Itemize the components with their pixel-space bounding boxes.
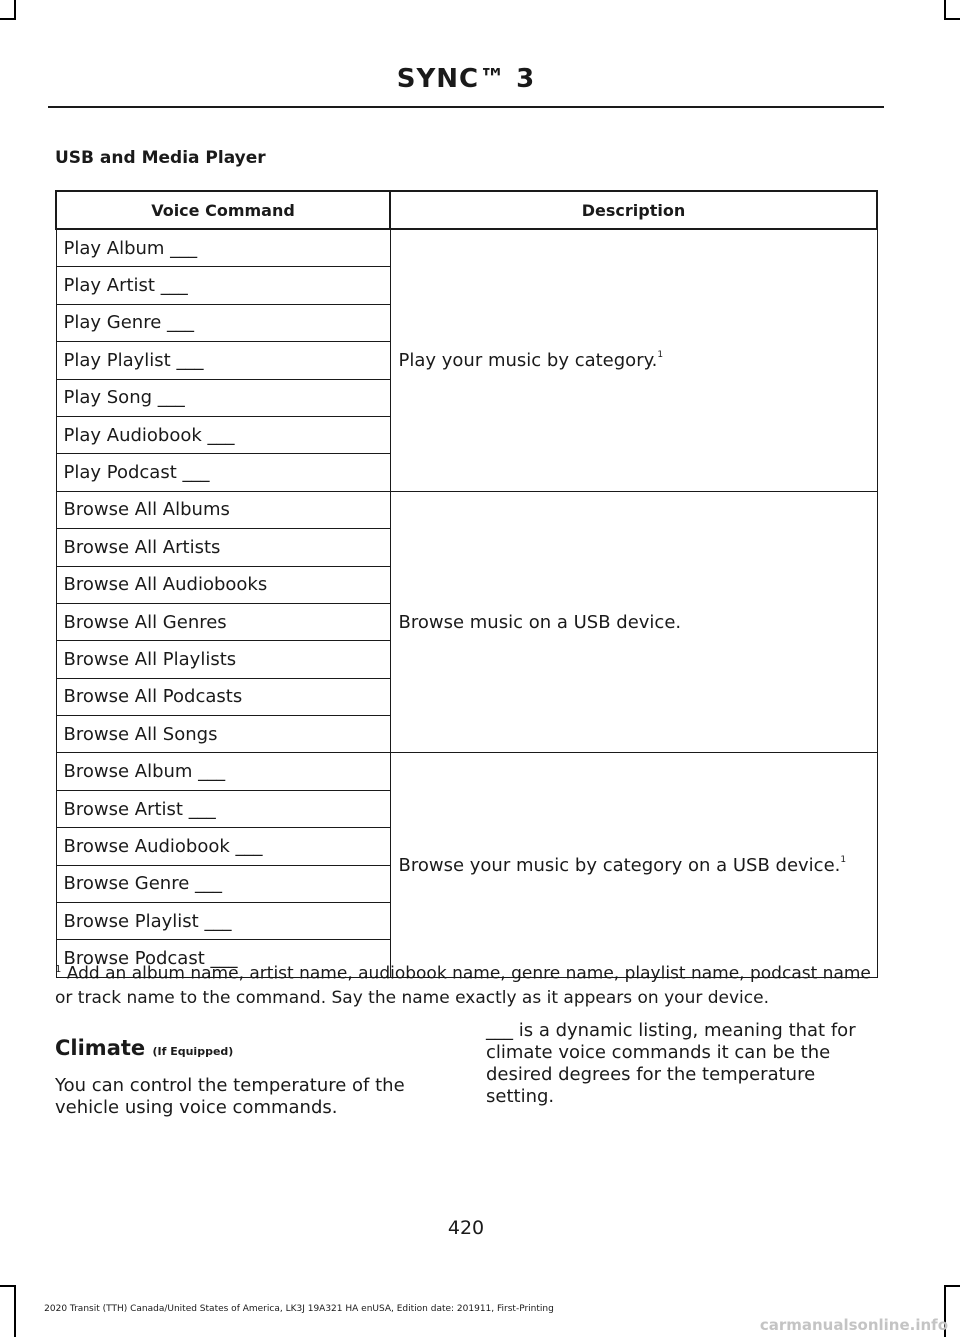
voice-command-cell: Play Podcast ___: [56, 454, 390, 491]
footnote-reference: 1: [840, 854, 847, 865]
page-title: SYNC™ 3: [396, 64, 536, 94]
voice-command-cell: Browse All Songs: [56, 716, 390, 753]
table-row: [56, 229, 877, 267]
section-title: USB and Media Player: [55, 148, 266, 168]
climate-qualifier: (If Equipped): [152, 1045, 234, 1058]
voice-command-cell: Play Album ___: [56, 229, 390, 267]
column-header-description: Description: [390, 191, 877, 229]
table-row: [56, 491, 877, 528]
description-cell: [390, 229, 877, 491]
table-header-row: [56, 191, 877, 229]
voice-command-cell: Browse Podcast ___: [56, 940, 390, 977]
description-text: Browse music on a USB device.: [398, 611, 682, 633]
crop-mark-bottom-left: [0, 1285, 16, 1287]
voice-command-cell: Browse All Albums: [56, 491, 390, 528]
voice-command-cell: Browse Artist ___: [56, 790, 390, 827]
voice-command-cell: Browse Genre ___: [56, 865, 390, 902]
description-cell: [390, 753, 877, 977]
column-header-voice-command: Voice Command: [56, 191, 390, 229]
voice-command-cell: Play Artist ___: [56, 267, 390, 304]
climate-body: You can control the temperature of the vehicle using voice commands.: [55, 1075, 405, 1118]
voice-command-cell: Browse Album ___: [56, 753, 390, 790]
voice-command-cell: Play Audiobook ___: [56, 416, 390, 453]
climate-heading: [55, 1036, 233, 1060]
voice-command-cell: Browse Playlist ___: [56, 903, 390, 940]
footnote-marker: 1: [55, 964, 62, 975]
voice-command-cell: Play Genre ___: [56, 304, 390, 341]
crop-mark-top-left: [14, 0, 16, 20]
voice-command-cell: Play Playlist ___: [56, 342, 390, 379]
table-row: [56, 753, 877, 790]
voice-command-cell: Browse All Artists: [56, 529, 390, 566]
footnote-reference: 1: [657, 349, 664, 360]
table-body: [56, 229, 877, 977]
voice-command-cell: Browse All Podcasts: [56, 678, 390, 715]
voice-command-cell: Browse All Playlists: [56, 641, 390, 678]
description-cell: [390, 491, 877, 753]
crop-mark-top-left: [0, 18, 16, 20]
voice-command-cell: Browse All Audiobooks: [56, 566, 390, 603]
watermark: carmanualsonline.info: [759, 1316, 948, 1334]
crop-mark-top-right: [944, 0, 946, 20]
page-header: [48, 58, 884, 108]
footnote-text: Add an album name, artist name, audiobook name, genre name, playlist name, podcast name or track name to the command. Say the name exactly as it appears on your device.: [55, 963, 871, 1008]
edition-line: 2020 Transit (TTH) Canada/United States of America, LK3J 19A321 HA enUSA, Edition date: 201911, First-Printing: [44, 1304, 554, 1314]
climate-title: Climate: [55, 1036, 146, 1060]
footnote: [55, 958, 885, 1010]
voice-command-table: [55, 190, 878, 978]
dynamic-listing-note: ___ is a dynamic listing, meaning that for climate voice commands it can be the desired degrees for the temperature setting.: [486, 1020, 856, 1107]
voice-command-cell: Browse All Genres: [56, 603, 390, 640]
page-number: 420: [447, 1217, 485, 1239]
description-text: Play your music by category.: [398, 349, 658, 371]
description-text: Browse your music by category on a USB device.: [398, 854, 841, 876]
crop-mark-bottom-right: [944, 1285, 960, 1287]
voice-command-cell: Play Song ___: [56, 379, 390, 416]
voice-command-cell: Browse Audiobook ___: [56, 828, 390, 865]
crop-mark-top-right: [944, 18, 960, 20]
